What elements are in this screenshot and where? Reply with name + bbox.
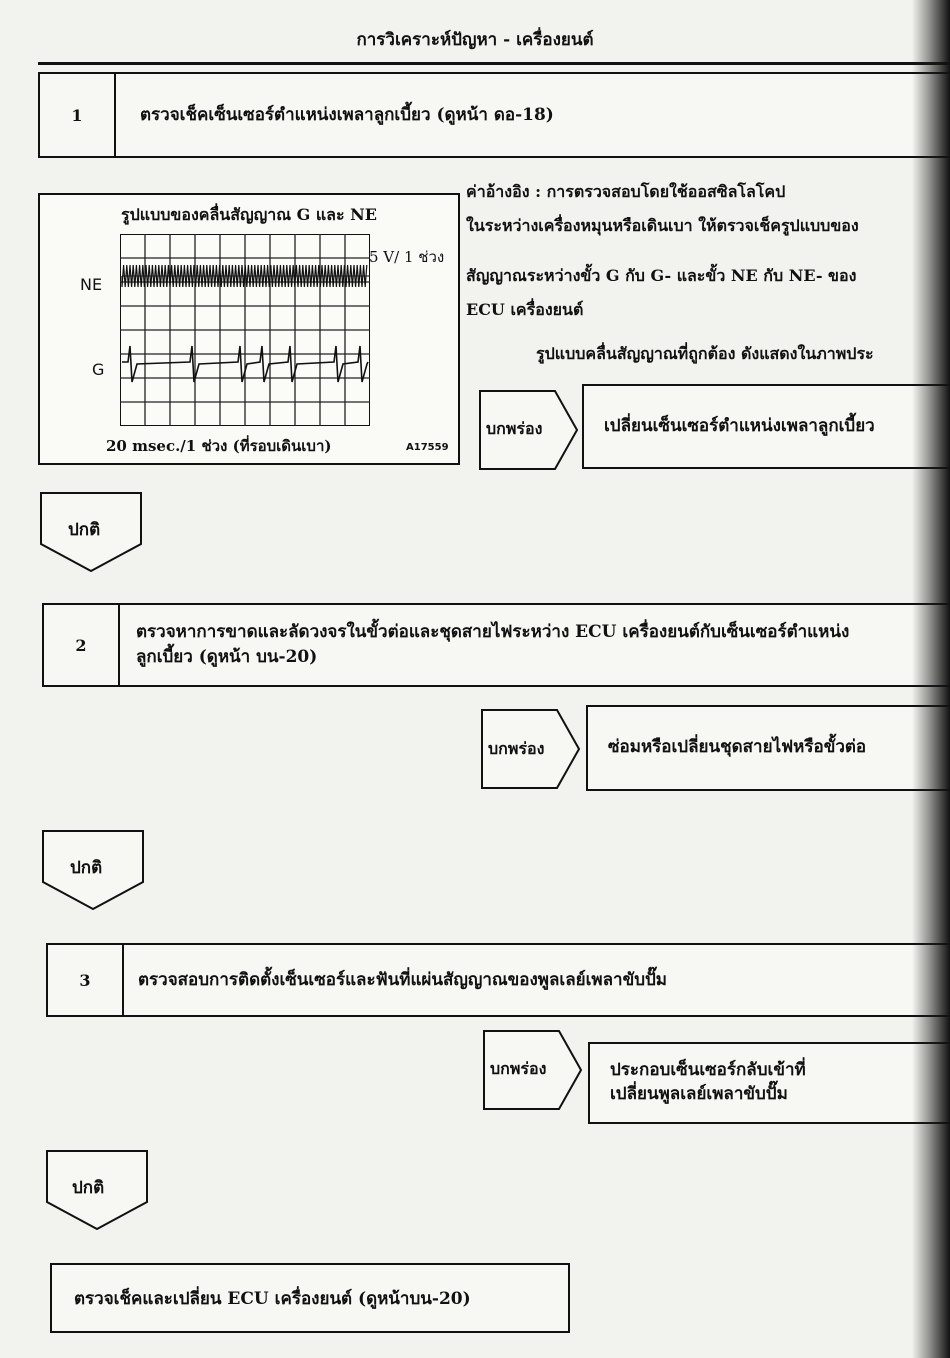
- reference-line-1: ค่าอ้างอิง : การตรวจสอบโดยใช้ออสซิลโลโคป: [466, 182, 786, 201]
- step-1-text: ตรวจเช็คเซ็นเซอร์ตำแหน่งเพลาลูกเบี้ยว (ดูหน้า ดอ-18): [140, 104, 554, 125]
- fault-action-1: [582, 384, 950, 469]
- final-step-box: [50, 1263, 570, 1333]
- step-3-text: ตรวจสอบการติดตั้งเซ็นเซอร์และฟันที่แผ่นสัญญาณของพูลเลย์เพลาขับปั๊ม: [138, 969, 668, 990]
- step-2-number: 2: [44, 605, 120, 685]
- normal-tag-3-label: ปกติ: [72, 1178, 105, 1198]
- scan-edge-shadow: [912, 0, 950, 1358]
- fault-tag-1-label: บกพร่อง: [486, 419, 543, 438]
- step-1-box: [38, 72, 950, 158]
- step-3-number: 3: [48, 945, 124, 1015]
- fault-tag-2-label: บกพร่อง: [488, 739, 545, 758]
- fault-action-3-line-1: ประกอบเซ็นเซอร์กลับเข้าที่: [610, 1060, 806, 1081]
- waveform-title: รูปแบบของคลื่นสัญญาณ G และ NE: [121, 205, 377, 224]
- reference-line-2: ในระหว่างเครื่องหมุนหรือเดินเบา ให้ตรวจเช็ครูปแบบของ: [466, 216, 859, 235]
- figure-code: A17559: [406, 442, 449, 453]
- step-2-text: [136, 605, 849, 685]
- title-rule: [38, 62, 950, 65]
- fault-action-2-text: ซ่อมหรือเปลี่ยนชุดสายไฟหรือขั้วต่อ: [608, 737, 867, 758]
- step-3-box: [46, 943, 950, 1017]
- step-2-text-line-2: ลูกเบี้ยว (ดูหน้า บน-20): [136, 647, 318, 667]
- step-2-text-line-1: ตรวจหาการขาดและลัดวงจรในขั้วต่อและชุดสายไฟระหว่าง ECU เครื่องยนต์กับเซ็นเซอร์ตำแหน่ง: [136, 622, 850, 643]
- step-2-box: [42, 603, 950, 687]
- reference-line-5: รูปแบบคลื่นสัญญาณที่ถูกต้อง ดังแสดงในภาพประ: [536, 344, 874, 363]
- fault-action-3: [588, 1042, 950, 1124]
- step-1-number: 1: [40, 74, 116, 156]
- fault-action-3-line-2: เปลี่ยนพูลเลย์เพลาขับปั๊ม: [610, 1084, 788, 1104]
- g-label: G: [92, 360, 105, 379]
- waveform-figure: [38, 193, 460, 465]
- reference-line-4: ECU เครื่องยนต์: [466, 300, 584, 319]
- normal-tag-2-label: ปกติ: [70, 858, 103, 878]
- oscilloscope-grid: [120, 234, 370, 426]
- normal-tag-1-label: ปกติ: [68, 520, 101, 540]
- page-title: การวิเคราะห์ปัญหา - เครื่องยนต์: [356, 30, 594, 50]
- fault-tag-3-label: บกพร่อง: [490, 1059, 547, 1078]
- fault-action-2: [586, 705, 950, 791]
- time-scale-label: 20 msec./1 ช่วง (ที่รอบเดินเบา): [106, 437, 332, 455]
- ne-label: NE: [80, 275, 103, 294]
- voltage-scale-label: 5 V/ 1 ช่วง: [369, 248, 445, 266]
- final-step-text: ตรวจเช็คและเปลี่ยน ECU เครื่องยนต์ (ดูหน้าบน-20): [74, 1288, 471, 1309]
- fault-action-1-text: เปลี่ยนเซ็นเซอร์ตำแหน่งเพลาลูกเบี้ยว: [604, 415, 875, 436]
- reference-line-3: สัญญาณระหว่างขั้ว G กับ G- และขั้ว NE กับ NE- ของ: [466, 266, 857, 285]
